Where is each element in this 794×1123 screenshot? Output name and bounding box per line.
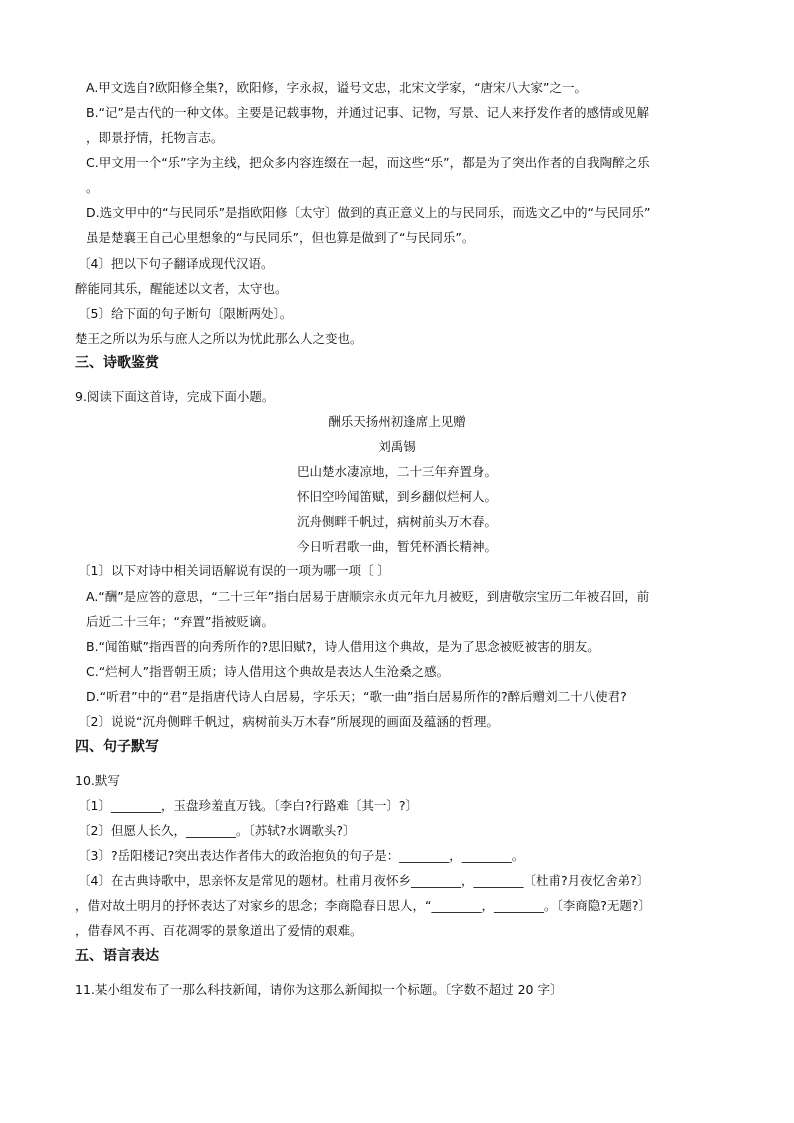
recitation-item-4-continuation: ，借对故土明月的抒怀表达了对家乡的思念；李商隐春日思人，“________，________。〔李商隐?无题?〕: [75, 898, 651, 913]
question-9-sub1-prompt: 〔1〕以下对诗中相关词语解说有误的一项为哪一项〔 〕: [78, 563, 390, 578]
question-5-prompt: 〔5〕给下面的句子断句〔限断两处〕。: [78, 306, 293, 321]
choice-c-line: C.甲文用一个“乐”字为主线，把众多内容连缀在一起，而这些“乐”，都是为了突出作者的自我陶醉之乐: [86, 155, 650, 170]
question-9-sub2-prompt: 〔2〕说说“沉舟侧畔千帆过，病树前头万木春”所展现的画面及蕴涵的哲理。: [78, 714, 499, 729]
question-5-text: 楚王之所以为乐与庶人之所以为忧此那么人之变也。: [75, 331, 363, 346]
recitation-item-4-continuation: ，借春风不再、百花凋零的景象道出了爱情的艰难。: [75, 923, 363, 938]
q9-choice-b-line: B.“闻笛赋”指西晋的向秀所作的?思旧赋?，诗人借用这个典故，是为了思念被贬被害的朋友。: [86, 639, 600, 654]
poem-line: 巴山楚水凄凉地，二十三年弃置身。: [296, 464, 497, 479]
q9-choice-a-continuation: 后近二十三年；“弃置”指被贬谪。: [86, 614, 274, 629]
choice-b-continuation: ，即景抒情，托物言志。: [86, 130, 224, 145]
poem-line: 怀旧空吟闻笛赋，到乡翻似烂柯人。: [296, 489, 497, 504]
recitation-item-2: 〔2〕但愿人长久，________。〔苏轼?水调歌头?〕: [78, 823, 356, 838]
recitation-item-3: 〔3〕?岳阳楼记?突出表达作者伟大的政治抱负的句子是：________，________。: [78, 848, 525, 863]
question-9-prompt: 9.阅读下面这首诗，完成下面小题。: [75, 389, 275, 404]
question-10-prompt: 10.默写: [75, 773, 120, 788]
q9-choice-c-line: C.“烂柯人”指晋朝王质；诗人借用这个典故是表达人生沧桑之感。: [86, 664, 450, 679]
q9-choice-d-line: D.“听君”中的“君”是指唐代诗人白居易，字乐天；“歌一曲”指白居易所作的?醉后赠刘二十八使君?: [86, 689, 627, 704]
recitation-item-4: 〔4〕在古典诗歌中，思亲怀友是常见的题材。杜甫月夜怀乡________，________〔杜甫?月夜忆舍弟?〕: [78, 873, 650, 888]
poem-line: 今日听君歌一曲，暂凭杯酒长精神。: [296, 539, 497, 554]
poem-title: 酬乐天扬州初逢席上见赠: [328, 414, 466, 429]
recitation-item-1: 〔1〕________，玉盘珍羞直万钱。〔李白?行路难〔其一〕?〕: [78, 798, 418, 813]
question-4-text: 醉能同其乐，醒能述以文者，太守也。: [75, 281, 288, 296]
choice-c-continuation: 。: [86, 180, 99, 195]
q9-choice-a-line: A.“酬”是应答的意思，“二十三年”指白居易于唐顺宗永贞元年九月被贬，到唐敬宗宝历二年被召回，前: [86, 589, 650, 604]
poem-author: 刘禹锡: [378, 439, 416, 454]
poem-line: 沉舟侧畔千帆过，病树前头万木春。: [296, 514, 497, 529]
choice-a-line: A.甲文选自?欧阳修全集?，欧阳修，字永叔，谥号文忠，北宋文学家，“唐宋八大家”之一。: [86, 80, 588, 95]
section-heading-language: 五、语言表达: [75, 948, 159, 964]
question-11-prompt: 11.某小组发布了一那么科技新闻，请你为这那么新闻拟一个标题。〔字数不超过 20 字〕: [75, 982, 563, 997]
question-4-prompt: 〔4〕把以下句子翻译成现代汉语。: [78, 256, 274, 271]
section-heading-poetry: 三、诗歌鉴赏: [75, 355, 159, 371]
choice-d-continuation: 虽是楚襄王自己心里想象的“与民同乐”，但也算是做到了“与民同乐”。: [86, 230, 475, 245]
choice-b-line: B.“记”是古代的一种文体。主要是记载事物，并通过记事、记物，写景、记人来抒发作者的感情或见解: [86, 105, 650, 120]
choice-d-line: D.选文甲中的“与民同乐”是指欧阳修〔太守〕做到的真正意义上的与民同乐，而选文乙中的“与民同乐”: [86, 205, 651, 220]
section-heading-recitation: 四、句子默写: [75, 739, 159, 755]
